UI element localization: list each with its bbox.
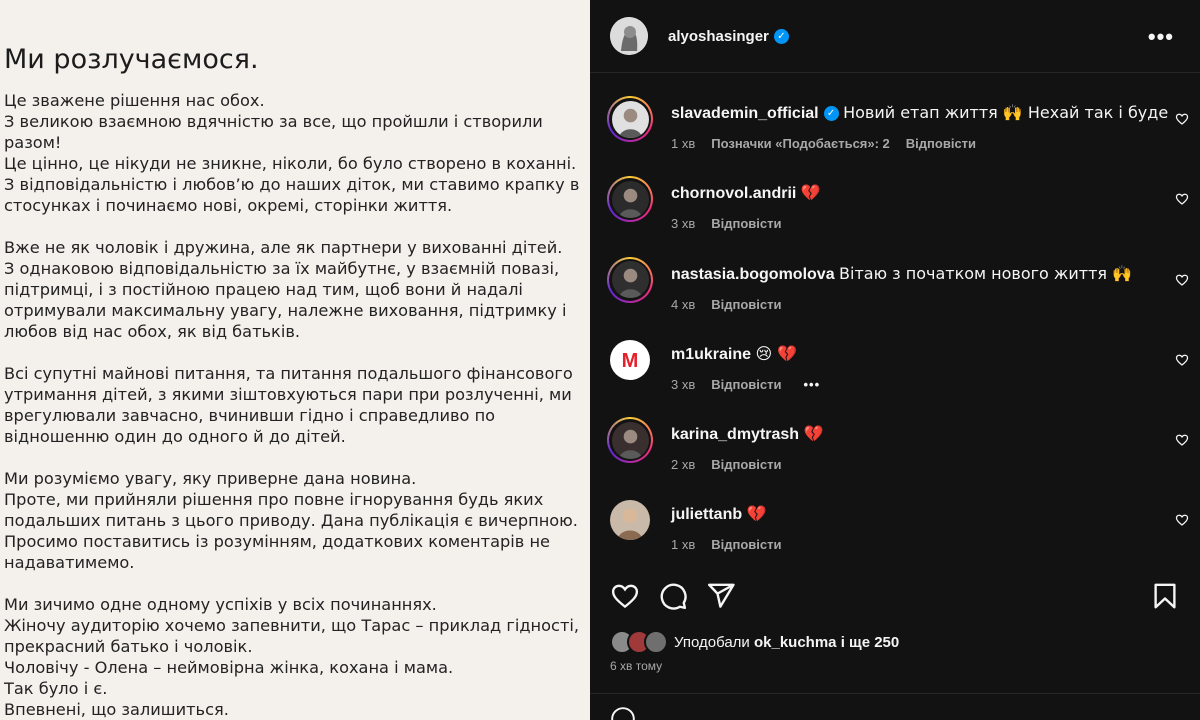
- post-text-line: Впевнені, що залишиться.: [4, 700, 229, 719]
- post-text-line: подальших питань з цього приводу. Дана публікація є вичерпною.: [4, 511, 578, 530]
- comment-meta: [671, 136, 992, 151]
- post-text-line: З відповідальністю і любов’ю до наших діток, ми ставимо крапку в: [4, 175, 580, 194]
- commenter-username[interactable]: slavademin_official: [671, 105, 819, 122]
- post-paragraph: [4, 594, 584, 720]
- story-ring[interactable]: [607, 257, 653, 303]
- post-text-line: Просимо поставитись із розумінням, додаткових коментарів не: [4, 532, 550, 551]
- comment-time[interactable]: 1 хв: [671, 136, 696, 151]
- commenter-avatar: [612, 261, 649, 298]
- comment-text: [671, 264, 1132, 284]
- post-text-line: Так було і є.: [4, 679, 108, 698]
- commenter-avatar[interactable]: [610, 500, 650, 540]
- author-username[interactable]: alyoshasinger: [668, 27, 769, 45]
- comment-body: 💔: [800, 183, 821, 203]
- comment-like-heart-icon[interactable]: [1175, 353, 1189, 367]
- post-text-line: Це зважене рішення нас обох.: [4, 91, 265, 110]
- post-text-line: підтримці, і з постійною працею над тим, щоб вони й надалі: [4, 280, 523, 299]
- footer-divider: [590, 693, 1200, 694]
- liker-avatars: [610, 630, 668, 654]
- post-text-line: відношенню один до одного й до дітей.: [4, 427, 346, 446]
- reply-button[interactable]: Відповісти: [711, 457, 782, 473]
- comment-list: [607, 96, 1187, 578]
- reply-button[interactable]: Відповісти: [905, 136, 977, 151]
- post-text-line: стосунках і починаємо нові, окремі, сторінки життя.: [4, 196, 453, 215]
- post-text-line: разом!: [4, 133, 62, 152]
- comment-meta: [671, 377, 836, 392]
- commenter-avatar: [612, 101, 649, 138]
- comment-text: [671, 103, 1168, 123]
- reply-button[interactable]: Відповісти: [711, 216, 782, 232]
- post-paragraph: [4, 468, 584, 573]
- post-title: Ми розлучаємося.: [4, 44, 259, 75]
- comment-time[interactable]: 1 хв: [671, 537, 696, 553]
- comment-body: Вітаю з початком нового життя 🙌: [839, 263, 1133, 283]
- comment-meta: [671, 297, 798, 312]
- emoji-icon[interactable]: [610, 706, 636, 720]
- post-text-line: надаватимемо.: [4, 553, 135, 572]
- post-text-line: З однаковою відповідальністю за їх майбутнє, у взаємній повазі,: [4, 259, 560, 278]
- post-image: [0, 0, 590, 720]
- add-comment-bar: [610, 704, 1180, 720]
- comment-likes[interactable]: Позначки «Подобається»: 2: [711, 136, 890, 151]
- author-avatar[interactable]: [610, 17, 648, 55]
- story-ring[interactable]: [607, 417, 653, 463]
- post-text-line: Проте, ми прийняли рішення про повне ігнорування будь яких: [4, 490, 544, 509]
- comment-row: [607, 497, 1187, 577]
- story-ring[interactable]: [607, 176, 653, 222]
- liker-avatar: [644, 630, 668, 654]
- post-text-line: Ми зичимо одне одному успіхів у всіх починаннях.: [4, 595, 437, 614]
- post-text-line: любов від нас обох, як від батьків.: [4, 322, 300, 341]
- comment-meta: [671, 216, 798, 231]
- post-text-line: З великою взаємною вдячністю за все, що пройшли і створили: [4, 112, 543, 131]
- commenter-avatar: [612, 422, 649, 459]
- comment-row: [607, 257, 1187, 337]
- post-text-line: отримували максимальну увагу, належне виховання, підтримку і: [4, 301, 567, 320]
- commenter-username[interactable]: juliettanb: [671, 506, 743, 524]
- post-header: [610, 16, 1180, 56]
- comment-time[interactable]: 3 хв: [671, 216, 696, 232]
- comment-row: [607, 337, 1187, 417]
- likes-text: Уподобали ok_kuchma і ще 250: [674, 633, 900, 651]
- comment-text: [671, 424, 823, 444]
- save-bookmark-icon[interactable]: [1150, 581, 1180, 611]
- comment-text: [671, 504, 766, 524]
- comment-like-heart-icon[interactable]: [1175, 273, 1189, 287]
- header-divider: [590, 72, 1200, 73]
- more-options-icon[interactable]: •••: [1147, 24, 1174, 49]
- post-text-line: Жіночу аудиторію хочемо запевнити, що Тарас – приклад гідності,: [4, 616, 580, 635]
- verified-badge-icon: ✓: [824, 106, 839, 121]
- comment-like-heart-icon[interactable]: [1175, 513, 1189, 527]
- action-bar: [610, 581, 1180, 611]
- comment-text: [671, 183, 821, 203]
- reply-button[interactable]: Відповісти: [711, 537, 782, 553]
- post-text-line: прекрасний батько і чоловік.: [4, 637, 253, 656]
- comment-body: 💔: [746, 504, 767, 524]
- post-text-line: Чоловічу - Олена – неймовірна жінка, кохана і мама.: [4, 658, 454, 677]
- comment-body: Новий етап життя 🙌 Нехай так і буде: [843, 103, 1169, 122]
- post-timestamp: 6 хв тому: [610, 659, 663, 673]
- comment-time[interactable]: 2 хв: [671, 457, 696, 473]
- post-paragraph: [4, 363, 584, 447]
- share-icon[interactable]: [706, 581, 736, 611]
- post-paragraph: [4, 90, 584, 216]
- comment-body: 😢 💔: [755, 343, 798, 363]
- comment-like-heart-icon[interactable]: [1175, 112, 1189, 126]
- comment-more-icon[interactable]: •••: [803, 376, 821, 392]
- commenter-avatar: [612, 181, 649, 218]
- post-text-line: Вже не як чоловік і дружина, але як партнери у вихованні дітей.: [4, 238, 563, 257]
- commenter-avatar[interactable]: [610, 340, 650, 380]
- post-text-line: врегулювали завчасно, вчинивши гідно і справедливо по: [4, 406, 496, 425]
- comment-body: 💔: [803, 424, 824, 444]
- reply-button[interactable]: Відповісти: [711, 376, 782, 392]
- comment-text: [671, 344, 797, 364]
- verified-badge-icon: ✓: [774, 29, 789, 44]
- comment-meta: [671, 457, 798, 472]
- commenter-username[interactable]: karina_dmytrash: [671, 426, 800, 444]
- post-text-line: Всі супутні майнові питання, та питання подальшого фінансового: [4, 364, 573, 383]
- comment-like-heart-icon[interactable]: [1175, 433, 1189, 447]
- post-text-line: утримання дітей, з якими зіштовхуються пари при розлученні, ми: [4, 385, 572, 404]
- post-text-line: Ми розуміємо увагу, яку приверне дана новина.: [4, 469, 417, 488]
- comment-row: [607, 176, 1187, 256]
- likes-summary[interactable]: [610, 630, 899, 654]
- comment-meta: [671, 537, 798, 552]
- post-sidebar: [590, 0, 1200, 720]
- commenter-username[interactable]: chornovol.andrii: [671, 185, 797, 203]
- comment-like-heart-icon[interactable]: [1175, 192, 1189, 206]
- story-ring[interactable]: [607, 96, 653, 142]
- svg-text:M: M: [621, 349, 639, 372]
- post-body: [4, 90, 584, 720]
- comment-time[interactable]: 3 хв: [671, 376, 696, 392]
- commenter-username[interactable]: m1ukraine: [671, 345, 752, 363]
- comment-row: [607, 417, 1187, 497]
- comment-icon[interactable]: [658, 581, 688, 611]
- comment-time[interactable]: 4 хв: [671, 296, 696, 312]
- like-heart-icon[interactable]: [610, 581, 640, 611]
- post-text-line: Це цінно, це нікуди не зникне, ніколи, бо було створено в коханні.: [4, 154, 577, 173]
- comment-row: [607, 96, 1187, 176]
- reply-button[interactable]: Відповісти: [711, 296, 782, 312]
- commenter-username[interactable]: nastasia.bogomolova: [671, 265, 835, 283]
- post-paragraph: [4, 237, 584, 342]
